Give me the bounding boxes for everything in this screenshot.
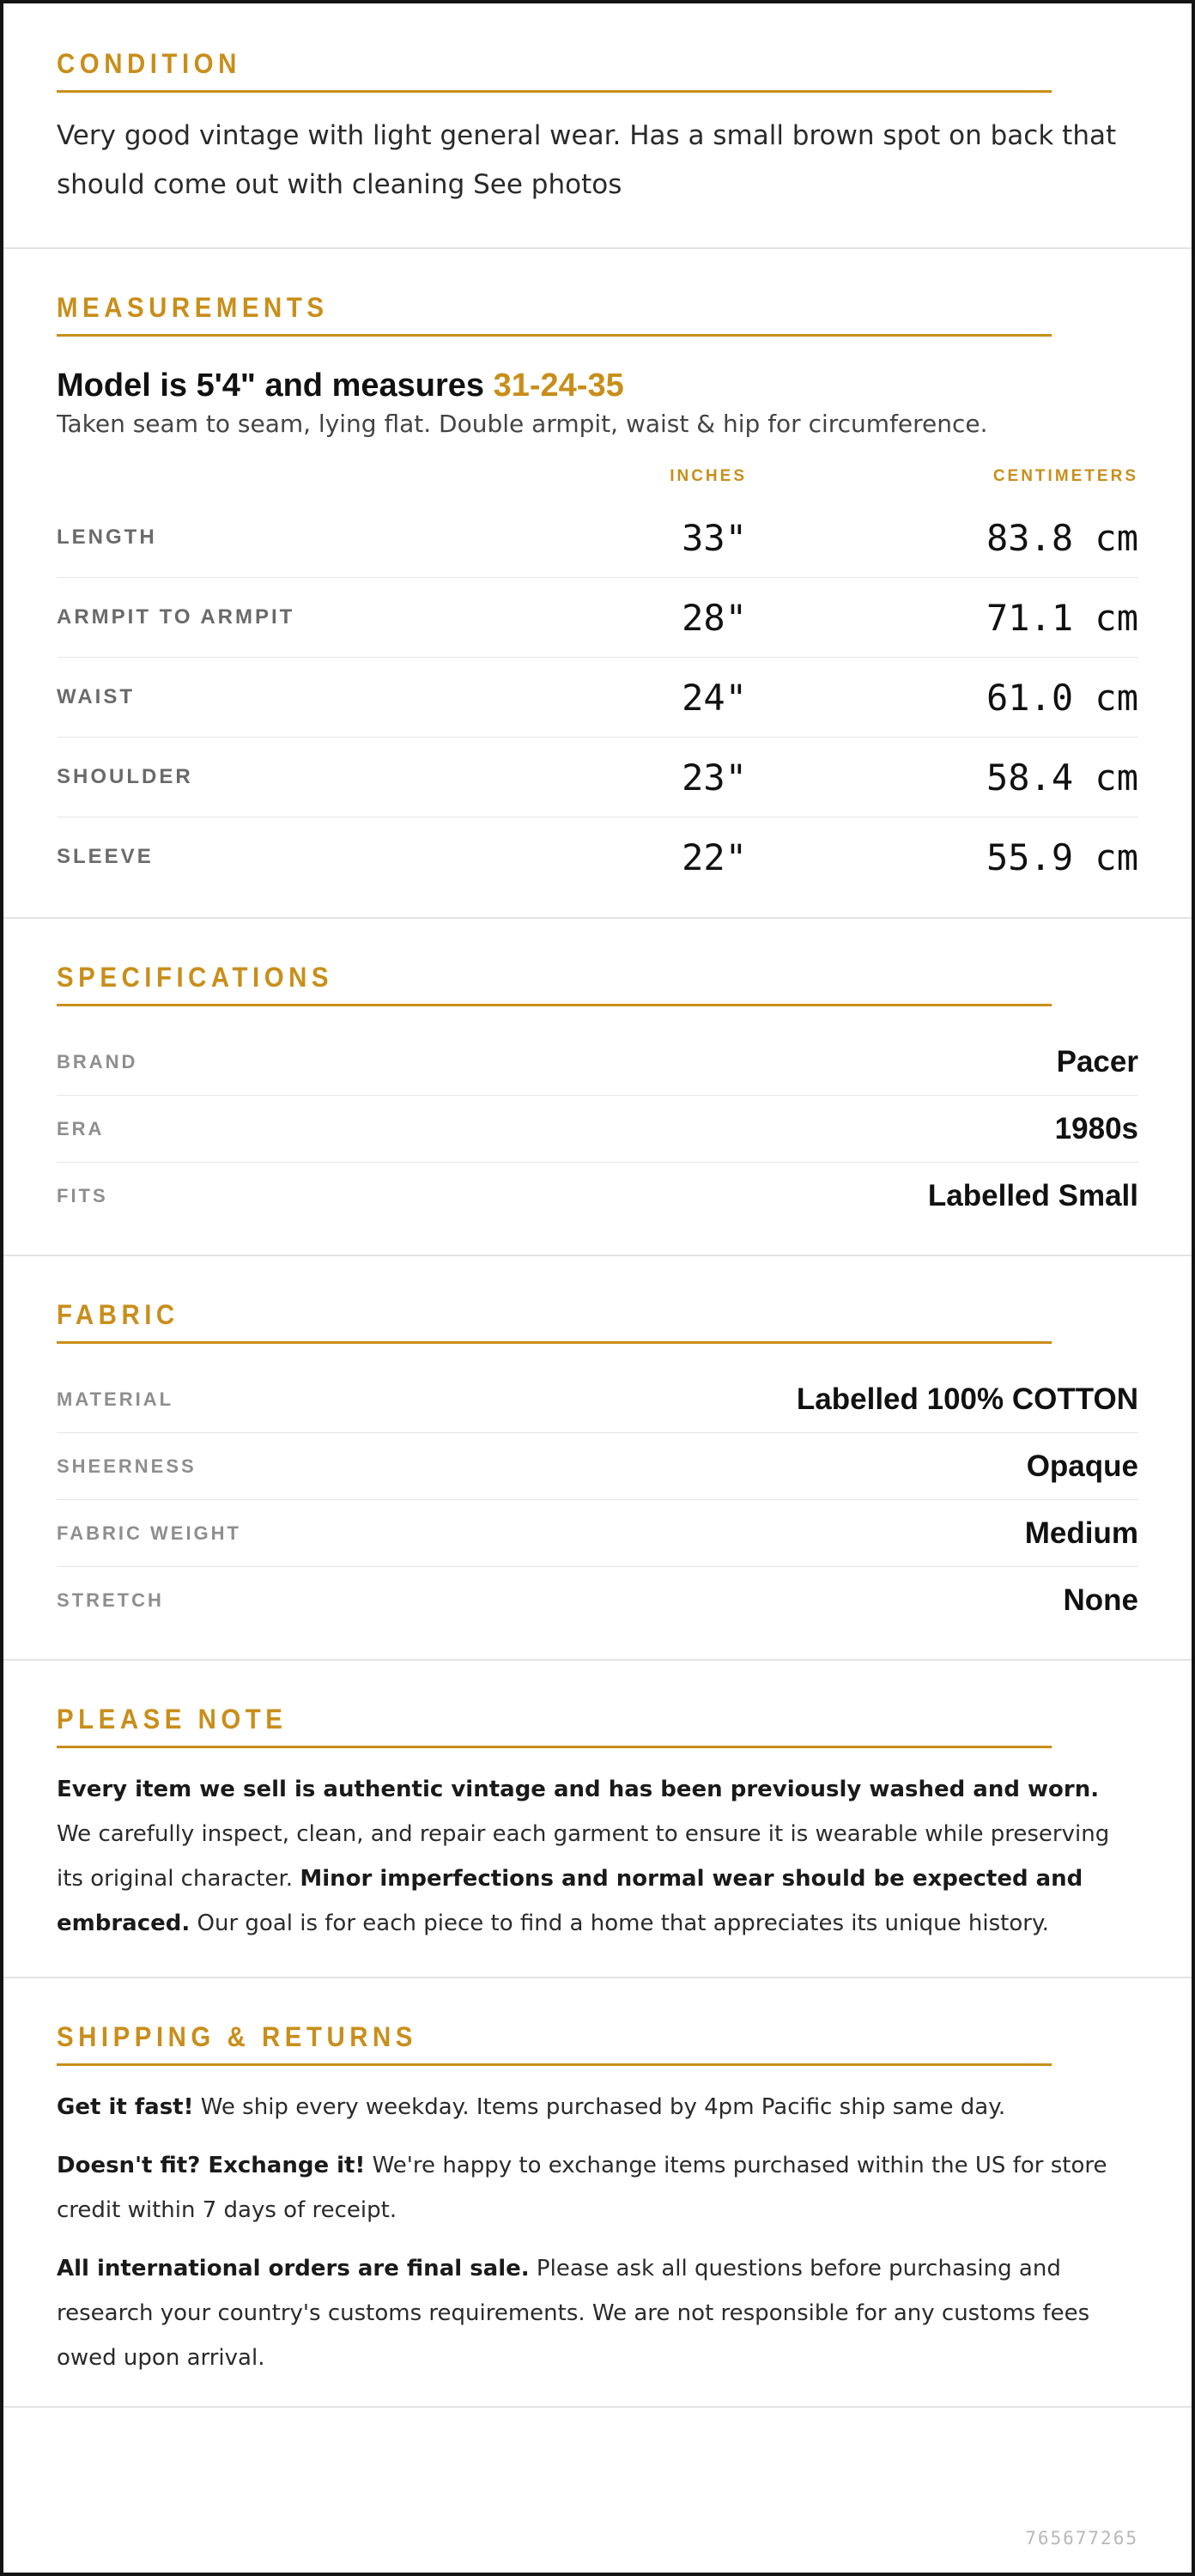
spec-value: Opaque xyxy=(1026,1449,1138,1483)
note-text-1: We carefully inspect, clean, and repair each garment to ensure it is wearable while preserving its original character. xyxy=(57,1821,1110,1892)
please-note-text xyxy=(57,1767,1138,1946)
shipping-paragraph-fast xyxy=(57,2085,1138,2129)
please-note-heading: PLEASE NOTE xyxy=(57,1704,1052,1748)
measurement-row xyxy=(57,658,1138,738)
measurements-heading: MEASUREMENTS xyxy=(57,292,1052,337)
spec-label: FITS xyxy=(57,1184,108,1206)
spec-value: 1980s xyxy=(1054,1111,1138,1145)
centimeters-column-header: CENTIMETERS xyxy=(992,467,1138,485)
measurement-row xyxy=(57,498,1138,578)
fabric-row-stretch xyxy=(57,1567,1138,1633)
fabric-section xyxy=(3,1256,1192,1661)
spec-label: STRETCH xyxy=(57,1589,164,1611)
spec-label: SHEERNESS xyxy=(57,1455,197,1477)
shipping-paragraph-international xyxy=(57,2246,1138,2380)
model-info xyxy=(57,368,1138,404)
note-text-2: Our goal is for each piece to find a home that appreciates its unique history. xyxy=(190,1911,1049,1936)
measurement-row xyxy=(57,817,1138,896)
shipping-body: We ship every weekday. Items purchased by 4pm Pacific ship same day. xyxy=(193,2094,1006,2120)
spec-row-brand xyxy=(57,1029,1138,1096)
measurement-label: WAIST xyxy=(57,685,135,708)
measurement-table xyxy=(57,498,1138,896)
measurement-label: SLEEVE xyxy=(57,845,154,868)
shipping-paragraph-exchange xyxy=(57,2143,1138,2233)
fabric-row-material xyxy=(57,1366,1138,1433)
spec-label: FABRIC WEIGHT xyxy=(57,1522,241,1544)
shipping-body: Please ask all questions before purchasing and research your country's customs requirements. We are not responsible for any customs fees owed upon arrival. xyxy=(57,2256,1090,2371)
condition-description: Very good vintage with light general wear. Has a small brown spot on back that should come out with cleaning See photos xyxy=(57,120,1117,200)
spec-label: ERA xyxy=(57,1117,105,1139)
measurement-table-header xyxy=(57,467,1138,498)
measurement-row xyxy=(57,578,1138,658)
note-bold-1: Every item we sell is authentic vintage and has been previously washed and worn. xyxy=(57,1777,1100,1802)
product-id: 765677265 xyxy=(1025,2528,1138,2549)
condition-heading: CONDITION xyxy=(57,48,1052,93)
measurement-note: Taken seam to seam, lying flat. Double armpit, waist & hip for circumference. xyxy=(57,410,988,438)
shipping-returns-section xyxy=(3,1978,1192,2408)
spec-label: BRAND xyxy=(57,1050,138,1072)
shipping-text xyxy=(57,2085,1138,2380)
spec-value: None xyxy=(1063,1583,1138,1617)
measurement-label: SHOULDER xyxy=(57,765,193,788)
spec-row-fits xyxy=(57,1163,1138,1229)
condition-section xyxy=(3,3,1192,249)
measurement-cm: 58.4 cm xyxy=(986,756,1138,799)
shipping-bold: Get it fast! xyxy=(57,2094,194,2120)
measurements-section xyxy=(3,249,1192,919)
spec-value: Pacer xyxy=(1056,1044,1138,1078)
measurement-row xyxy=(57,738,1138,817)
fabric-row-weight xyxy=(57,1500,1138,1567)
measurement-label: ARMPIT TO ARMPIT xyxy=(57,605,295,629)
specifications-list xyxy=(57,1029,1138,1229)
inches-column-header: INCHES xyxy=(670,467,747,485)
specifications-heading: SPECIFICATIONS xyxy=(57,962,1052,1006)
spec-row-era xyxy=(57,1096,1138,1163)
note-bold-2: Minor imperfections and normal wear should be expected and embraced. xyxy=(57,1866,1083,1936)
fabric-list xyxy=(57,1366,1138,1633)
measurement-inches: 22" xyxy=(682,835,747,878)
model-measures: 31-24-35 xyxy=(493,368,624,404)
spec-label: MATERIAL xyxy=(57,1388,174,1410)
spec-value: Labelled 100% COTTON xyxy=(796,1382,1138,1416)
measurement-inches: 28" xyxy=(682,596,747,639)
measurement-cm: 71.1 cm xyxy=(986,596,1138,639)
fabric-row-sheerness xyxy=(57,1433,1138,1500)
measurement-cm: 55.9 cm xyxy=(986,835,1138,878)
fabric-heading: FABRIC xyxy=(57,1299,1052,1344)
shipping-bold: Doesn't fit? Exchange it! xyxy=(57,2153,366,2178)
measurement-label: LENGTH xyxy=(57,526,157,549)
measurement-cm: 83.8 cm xyxy=(986,516,1138,559)
please-note-section xyxy=(3,1661,1192,1978)
measurement-inches: 24" xyxy=(682,676,747,719)
measurement-inches: 33" xyxy=(682,516,747,559)
measurement-inches: 23" xyxy=(682,756,747,799)
measurement-cm: 61.0 cm xyxy=(986,676,1138,719)
shipping-body: We're happy to exchange items purchased within the US for store credit within 7 days of receipt. xyxy=(57,2153,1107,2223)
spec-value: Medium xyxy=(1024,1516,1138,1550)
shipping-bold: All international orders are final sale. xyxy=(57,2256,530,2281)
spec-value: Labelled Small xyxy=(927,1178,1138,1212)
specifications-section xyxy=(3,919,1192,1256)
model-info-prefix: Model is 5'4" and measures xyxy=(57,368,494,404)
shipping-heading: SHIPPING & RETURNS xyxy=(57,2021,1052,2066)
